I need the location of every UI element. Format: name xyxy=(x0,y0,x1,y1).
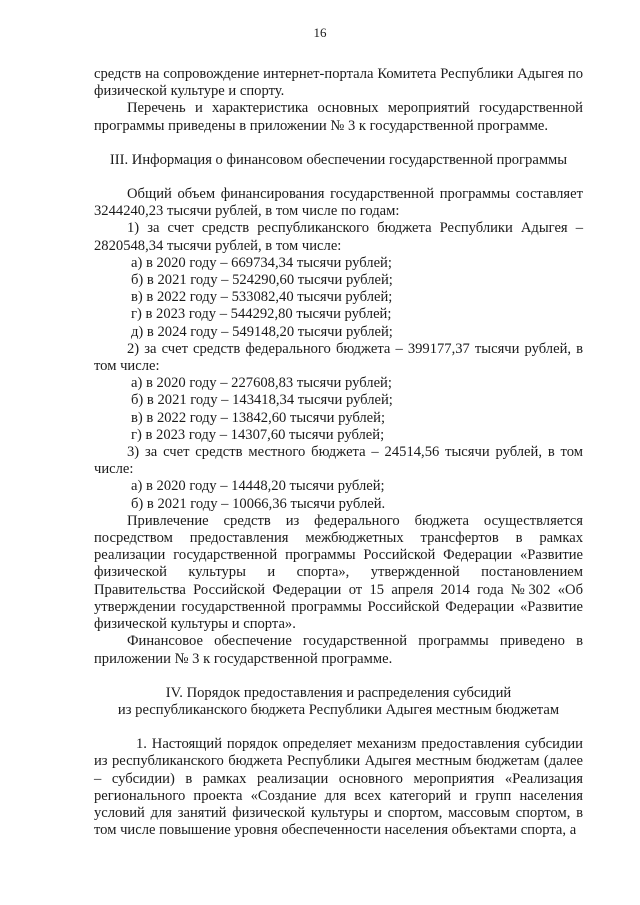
local-budget-intro: 3) за счет средств местного бюджета – 24514,56 тысячи рублей, в том числе: xyxy=(94,444,583,478)
regional-item-2023: г) в 2023 году – 544292,80 тысячи рублей; xyxy=(131,306,392,323)
document-body xyxy=(94,66,583,839)
financial-provision-paragraph: Финансовое обеспечение государственной программы приведено в приложении № 3 к государственной программе. xyxy=(94,633,583,667)
regional-item-2021: б) в 2021 году – 524290,60 тысячи рублей; xyxy=(131,272,393,289)
federal-item-2021: б) в 2021 году – 143418,34 тысячи рублей; xyxy=(131,392,393,409)
federal-item-2022: в) в 2022 году – 13842,60 тысячи рублей; xyxy=(131,409,386,426)
regional-budget-intro: 1) за счет средств республиканского бюджета Республики Адыгея – 2820548,34 тысячи рублей, в том числе: xyxy=(94,220,583,254)
federal-item-2023: г) в 2023 году – 14307,60 тысячи рублей; xyxy=(131,426,385,443)
regional-item-2022: в) в 2022 году – 533082,40 тысячи рублей; xyxy=(131,289,393,306)
section-4-paragraph-1: 1. Настоящий порядок определяет механизм предоставления субсидии из республиканского бюджета Республики Адыгея местным бюджетам (далее – субсидии) в рамках реализации основного мероприятия «Реализация регионального проекта «Создание для всех категорий и групп населения условий для занятий физической культуры и спортом, массовым спортом, в том числе повышение уровня обеспеченности населения объектами спорта, а xyxy=(94,736,583,839)
page-number: 16 xyxy=(313,25,327,40)
federal-item-2020: а) в 2020 году – 227608,83 тысячи рублей; xyxy=(131,375,392,392)
regional-item-2024: д) в 2024 году – 549148,20 тысячи рублей; xyxy=(131,323,393,340)
section-3-heading: III. Информация о финансовом обеспечении государственной программы xyxy=(109,151,568,168)
section-4-heading xyxy=(94,685,583,719)
local-item-2021: б) в 2021 году – 10066,36 тысячи рублей. xyxy=(131,495,386,512)
federal-budget-intro: 2) за счет средств федерального бюджета – 399177,37 тысячи рублей, в том числе: xyxy=(94,340,583,375)
section-4-heading-line-2: из республиканского бюджета Республики Адыгея местным бюджетам xyxy=(117,701,560,718)
federal-attraction-paragraph: Привлечение средств из федерального бюджета осуществляется посредством предоставления межбюджетных трансфертов в рамках реализации государственной программы Российской Федерации «Развитие физической культуры и спорта», утвержденной постановлением Правительства Российской Федерации от 15 апреля 2014 года №302 «Об утверждении государственной программы Российской Федерации «Развитие физической культуры и спорта». xyxy=(94,512,583,633)
intro-paragraph-1: средств на сопровождение интернет-портала Комитета Республики Адыгея по физической культуре и спорту. xyxy=(94,66,583,100)
intro-paragraph-2: Перечень и характеристика основных мероприятий государственной программы приведены в приложении № 3 к государственной программе. xyxy=(94,100,583,134)
local-item-2020: а) в 2020 году – 14448,20 тысячи рублей; xyxy=(131,478,385,495)
section-4-heading-line-1: IV. Порядок предоставления и распределения субсидий xyxy=(165,684,512,701)
total-funding-paragraph: Общий объем финансирования государственной программы составляет 3244240,23 тысячи рублей, в том числе по годам: xyxy=(94,186,583,220)
regional-item-2020: а) в 2020 году – 669734,34 тысячи рублей; xyxy=(131,254,392,271)
